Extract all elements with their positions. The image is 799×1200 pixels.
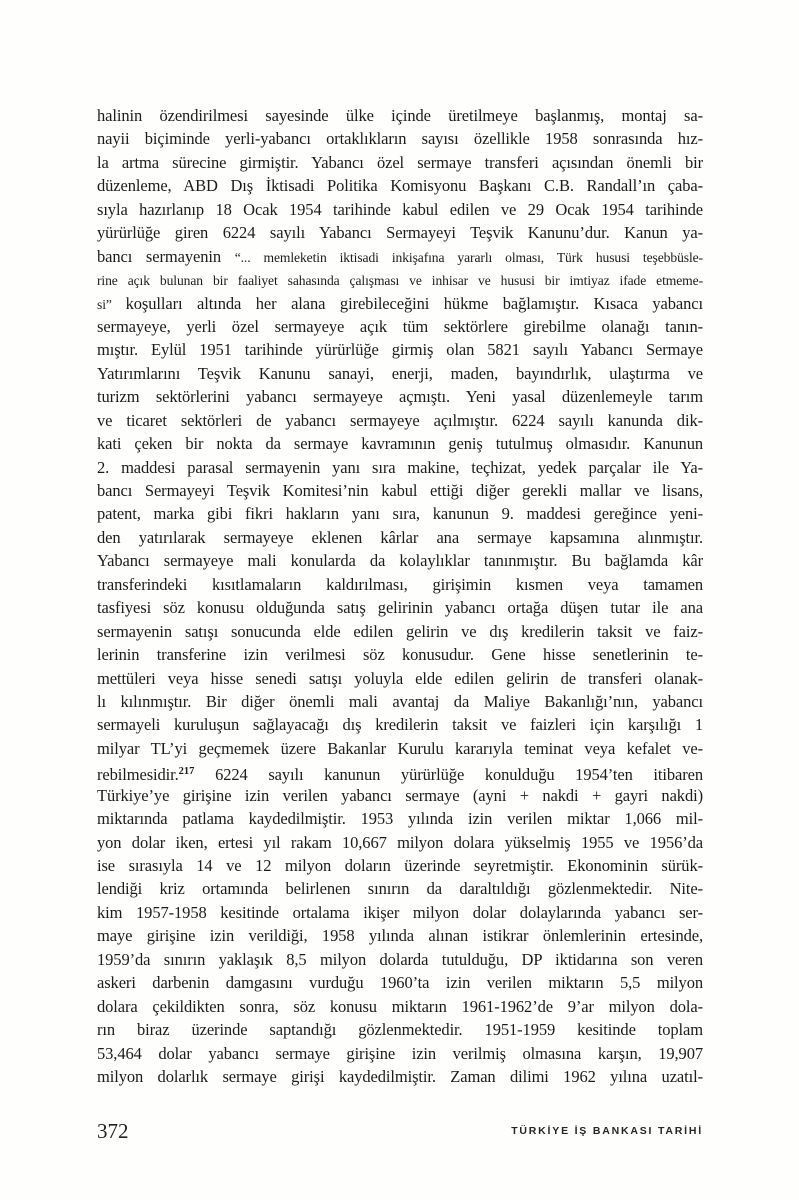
text-segment: rebilmesidir. [97,765,179,785]
text-segment: dolara çekildikten sonra, söz konusu miktarın 1961-1962’de 9’ar milyon dola- [97,996,703,1016]
text-line [97,268,703,291]
text-segment: milyar TL’yi geçmemek üzere Bakanlar Kurulu kararıyla teminat veya kefalet ve- [97,738,703,758]
text-segment: milyon dolarlık sermaye girişi kaydedilmiştir. Zaman dilimi 1962 yılına uzatıl- [97,1066,703,1086]
text-segment: miktarında patlama kaydedilmiştir. 1953 yılında izin verilen miktar 1,066 mil- [97,809,703,829]
text-line [97,432,703,455]
text-line [97,573,703,596]
text-line [97,315,703,338]
text-line [97,1018,703,1041]
text-segment: sıyla hazırlanıp 18 Ocak 1954 tarihinde kabul edilen ve 29 Ocak 1954 tarihinde [97,199,703,219]
text-line [97,502,703,525]
text-line [97,971,703,994]
text-segment: rın biraz üzerinde saptandığı gözlenmektedir. 1951-1959 kesitinde toplam [97,1020,703,1040]
text-segment: 2. maddesi parasal sermayenin yanı sıra makine, teçhizat, yedek parçalar ile Ya- [97,457,703,477]
text-segment: halinin özendirilmesi sayesinde ülke içinde üretilmeye başlanmış, montaj sa- [97,106,703,125]
text-line [97,690,703,713]
text-line [97,151,703,174]
text-segment: lerinin transferine izin verilmesi söz konusudur. Gene hisse senetlerinin te- [97,645,703,665]
text-line [97,713,703,736]
text-line [97,760,703,783]
text-line [97,854,703,877]
text-line [97,338,703,361]
text-line [97,784,703,807]
text-segment: Yatırımlarını Teşvik Kanunu sanayi, enerji, maden, bayındırlık, ulaştırma ve [97,363,703,383]
text-segment: kim 1957-1958 kesitinde ortalama ikişer milyon dolar dolaylarında yabancı ser- [97,902,703,922]
text-line [97,526,703,549]
text-segment: Türkiye’ye girişine izin verilen yabancı sermaye (ayni + nakdi + gayri nakdi) [97,785,703,805]
text-segment: mettüleri veya hisse senedi satışı yoluyla elde edilen gelirin de transferi olanak- [97,668,703,688]
text-segment: tasfiyesi söz konusu olduğunda satış gelirinin yabancı ortağa düşen tutar ile ana [97,598,703,618]
text-segment: kati çeken bir nokta da sermaye kavramının geniş tutulmuş olmasıdır. Kanunun [97,434,703,454]
text-segment: lendiği kriz ortamında belirlenen sınırın da daraltıldığı gözlenmektedir. Nite- [97,879,703,899]
text-line [97,456,703,479]
text-segment: rine açık bulunan bir faaliyet sahasında çalışması ve inhisar ve hususi bir imtiyaz ifade etmeme- [97,273,703,289]
text-line [97,924,703,947]
text-line [97,643,703,666]
text-line [97,737,703,760]
text-segment: ve ticaret sektörleri de yabancı sermayeye açılmıştır. 6224 sayılı kanunda dik- [97,410,703,430]
text-line [97,1065,703,1088]
text-line [97,385,703,408]
text-line [97,479,703,502]
text-line [97,831,703,854]
text-line [97,948,703,971]
text-line [97,174,703,197]
text-segment: koşulları altında her alana girebileceğini hükme bağlamıştır. Kısaca yabancı [125,293,703,313]
text-line [97,807,703,830]
text-segment: nayii biçiminde yerli-yabancı ortaklıkların sayısı özellikle 1958 sonrasında hız- [97,129,703,149]
text-line [97,901,703,924]
text-line [97,221,703,244]
text-line [97,667,703,690]
text-line [97,198,703,221]
text-segment: düzenleme, ABD Dış İktisadi Politika Komisyonu Başkanı C.B. Randall’ın çaba- [97,176,703,196]
footnote-reference: 217 [178,766,195,778]
running-header-title: TÜRKİYE İŞ BANKASI TARİHİ [511,1125,703,1137]
text-segment: mıştır. Eylül 1951 tarihinde yürürlüğe girmiş olan 5821 sayılı Yabancı Sermaye [97,340,703,360]
text-line [97,245,703,268]
text-line [97,292,703,315]
text-line [97,620,703,643]
text-line [97,877,703,900]
text-line [97,596,703,619]
text-line [97,362,703,385]
text-segment: 1959’da sınırın yaklaşık 8,5 milyon dolarda tutulduğu, DP iktidarına son veren [97,949,703,969]
text-segment: transferindeki kısıtlamaların kaldırılması, girişimin kısmen veya tamamen [97,574,703,594]
body-text-block [97,104,703,1088]
text-segment: si” [97,296,126,312]
text-line [97,127,703,150]
text-line [97,104,703,127]
text-segment: turizm sektörlerini yabancı sermayeye açmıştı. Yeni yasal düzenlemeyle tarım [97,387,703,407]
text-line [97,1042,703,1065]
text-segment: 53,464 dolar yabancı sermaye girişine izin verilmiş olmasına karşın, 19,907 [97,1043,703,1063]
text-segment: yürürlüğe giren 6224 sayılı Yabancı Sermayeyi Teşvik Kanunu’dur. Kanun ya- [97,223,703,243]
text-segment: sermayenin satışı sonucunda elde edilen gelirin ve dış kredilerin taksit ve faiz- [97,621,703,641]
text-segment: “... memleketin iktisadi inkişafına yararlı olması, Türk hususi teşebbüsle- [234,249,703,265]
text-segment: ise sırasıyla 14 ve 12 milyon doların üzerinde seyretmiştir. Ekonominin sürük- [97,856,703,875]
text-segment: sermayeli kuruluşun sağlayacağı dış kredilerin taksit ve faizleri için karşılığı 1 [97,715,703,735]
text-segment: den yatırılarak sermayeye eklenen kârlar ana sermaye kapsamına alınmıştır. [97,527,703,547]
text-segment: lı kılınmıştır. Bir diğer önemli mali avantaj da Maliye Bakanlığı’nın, yabancı [97,691,703,711]
text-line [97,409,703,432]
text-line [97,549,703,572]
text-segment: sermayeye, yerli özel sermayeye açık tüm sektörlere girebilme olanağı tanın- [97,316,703,336]
page-number: 372 [97,1119,129,1143]
text-segment: maye girişine izin verildiği, 1958 yılında alınan istikrar önlemlerinin ertesinde, [97,926,703,946]
text-segment: Yabancı sermayeye mali konularda da kolaylıklar tanınmıştır. Bu bağlamda kâr [97,551,703,571]
text-segment: la artma sürecine girmiştir. Yabancı özel sermaye transferi açısından önemli bir [97,152,703,172]
text-segment: bancı sermayenin [97,246,235,266]
text-line [97,995,703,1018]
text-segment: askeri darbenin damgasını vurduğu 1960’ta izin verilen miktarın 5,5 milyon [97,973,703,993]
text-segment: 6224 sayılı kanunun yürürlüğe konulduğu 1954’ten itibaren [194,765,703,785]
text-segment: patent, marka gibi fikri hakların yanı sıra, kanunun 9. maddesi gereğince yeni- [97,504,703,524]
text-segment: yon dolar iken, ertesi yıl rakam 10,667 milyon dolara yükselmiş 1955 ve 1956’da [97,832,703,852]
text-segment: bancı Sermayeyi Teşvik Komitesi’nin kabul ettiği diğer gerekli mallar ve lisans, [97,481,703,500]
